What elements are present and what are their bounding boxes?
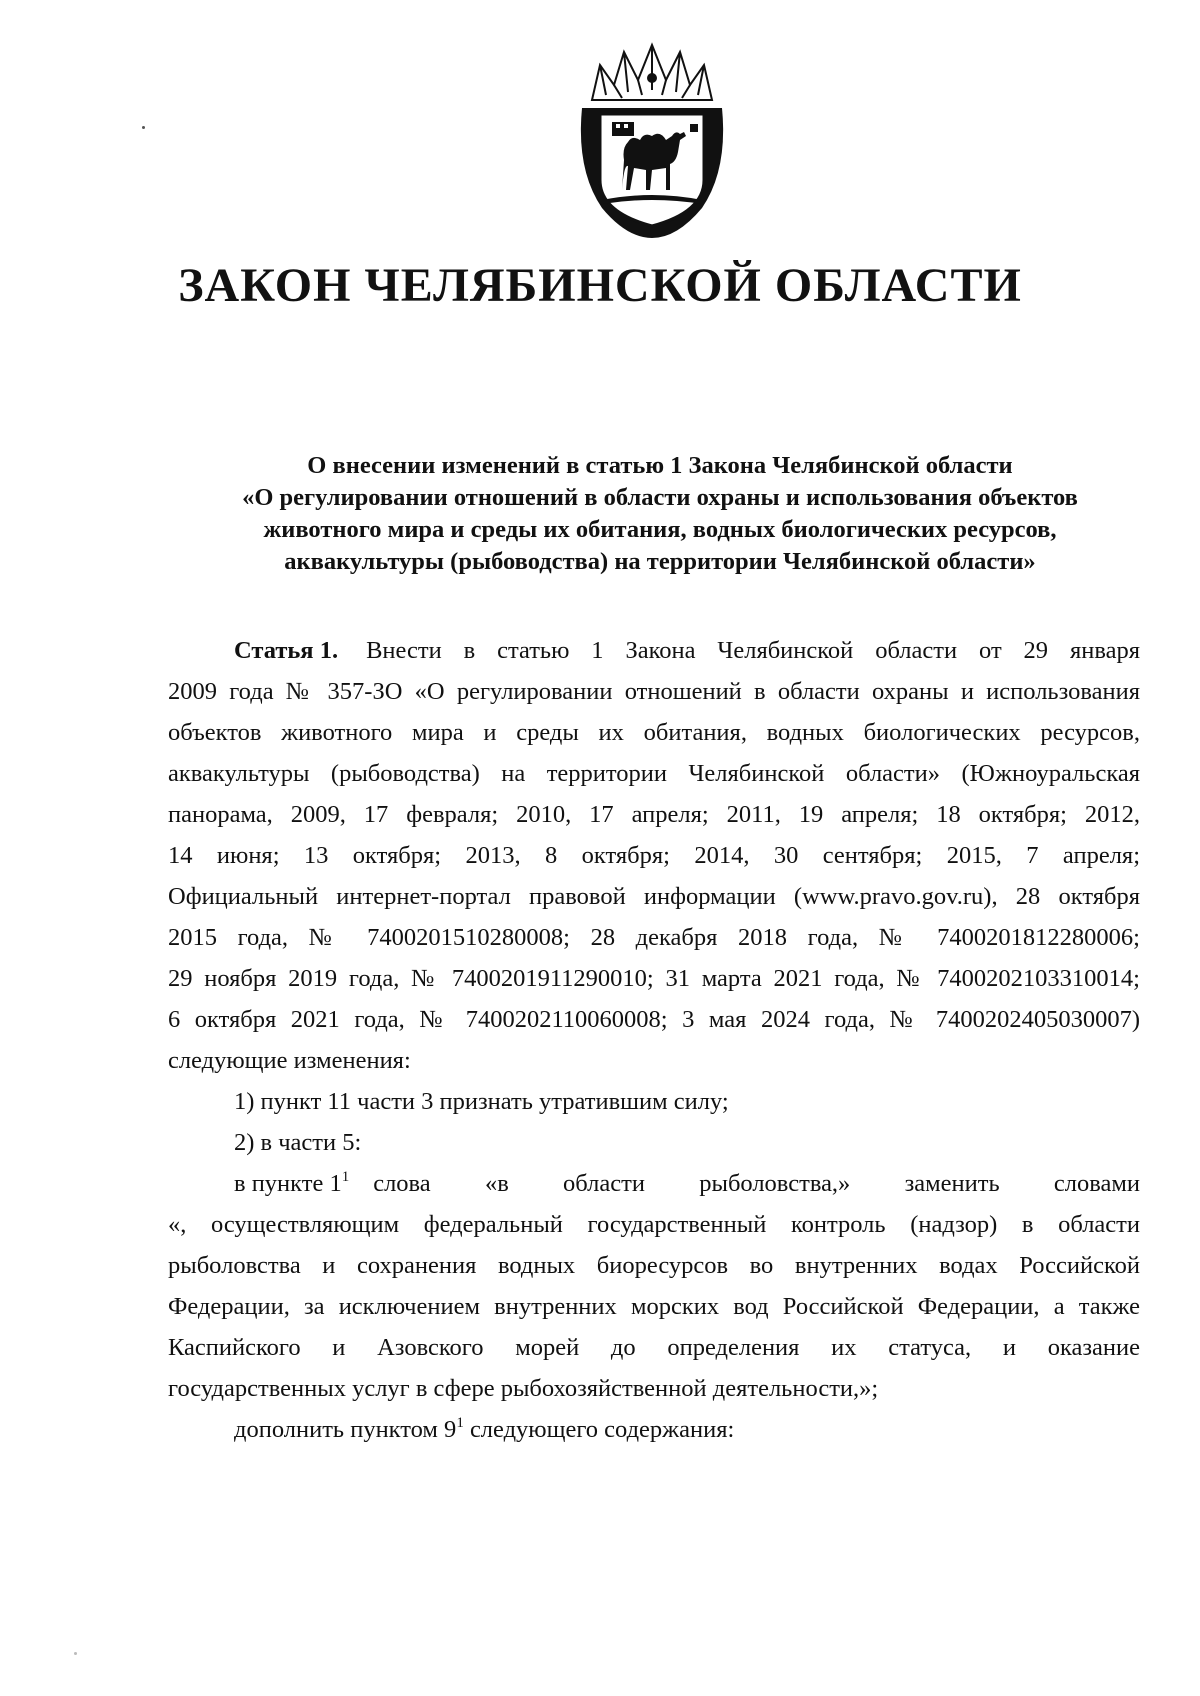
list-item: 1) пункт 11 части 3 признать утратившим силу;: [234, 1088, 729, 1115]
article-line: Официальный интернет-портал правовой информации (www.pravo.gov.ru), 28 октября: [168, 883, 1140, 910]
heading-line: аквакультуры (рыбоводства) на территории Челябинской области»: [284, 548, 1036, 575]
article-line: следующие изменения:: [168, 1047, 411, 1074]
article-label: Статья 1.: [234, 637, 339, 664]
article-line: 2015 года, № 7400201510280008; 28 декабря 2018 года, № 7400201812280006;: [168, 924, 1140, 951]
supplement-line: дополнить пунктом $9^1$ следующего содержания:: [234, 1415, 735, 1443]
paragraph-line: «, осуществляющим федеральный государственный контроль (надзор) в области: [168, 1211, 1140, 1238]
paragraph-start: в пункте $1^1$: [234, 1169, 350, 1197]
crown-icon: [592, 45, 712, 100]
article-line: 6 октября 2021 года, № 7400202110060008; 3 мая 2024 года, № 7400202405030007): [168, 1006, 1140, 1033]
article-line: 29 ноября 2019 года, № 7400201911290010; 31 марта 2021 года, № 7400202103310014;: [168, 965, 1140, 992]
article-line: 2009 года № 357-ЗО «О регулировании отношений в области охраны и использования: [168, 678, 1140, 705]
paragraph-first-line: [168, 1163, 1140, 1204]
article-line: 14 июня; 13 октября; 2013, 8 октября; 2014, 30 сентября; 2015, 7 апреля;: [168, 842, 1140, 869]
list-item: 2) в части 5:: [234, 1129, 362, 1156]
document-body: [168, 630, 1140, 1450]
heading-line: «О регулировании отношений в области охраны и использования объектов: [242, 484, 1078, 511]
article-intro: Внести в статью 1 Закона Челябинской области от 29 января: [366, 637, 1140, 664]
paragraph-start-rest: слова «в области рыболовства,» заменить словами: [373, 1170, 1140, 1197]
paragraph-line: Каспийского и Азовского морей до определения их статуса, и оказание: [168, 1334, 1140, 1361]
law-title: ЗАКОН ЧЕЛЯБИНСКОЙ ОБЛАСТИ: [178, 259, 1022, 312]
article-first-line: [168, 630, 1140, 671]
law-subject-heading: [210, 450, 1110, 578]
heading-line: О внесении изменений в статью 1 Закона Челябинской области: [307, 452, 1013, 479]
paragraph-line: государственных услуг в сфере рыбохозяйственной деятельности,»;: [168, 1375, 879, 1402]
scan-mark: [142, 126, 145, 129]
paragraph-line: рыболовства и сохранения водных биоресурсов во внутренних водах Российской: [168, 1252, 1140, 1279]
article-line: объектов животного мира и среды их обитания, водных биологических ресурсов,: [168, 719, 1140, 746]
paragraph-line: Федерации, за исключением внутренних морских вод Российской Федерации, а также: [168, 1293, 1140, 1320]
article-line: панорама, 2009, 17 февраля; 2010, 17 апреля; 2011, 19 апреля; 18 октября; 2012,: [168, 801, 1140, 828]
coat-of-arms-emblem: [572, 40, 732, 240]
scan-mark: [74, 1652, 77, 1655]
article-line: аквакультуры (рыбоводства) на территории Челябинской области» (Южноуральская: [168, 760, 1140, 787]
heading-line: животного мира и среды их обитания, водных биологических ресурсов,: [263, 516, 1057, 543]
